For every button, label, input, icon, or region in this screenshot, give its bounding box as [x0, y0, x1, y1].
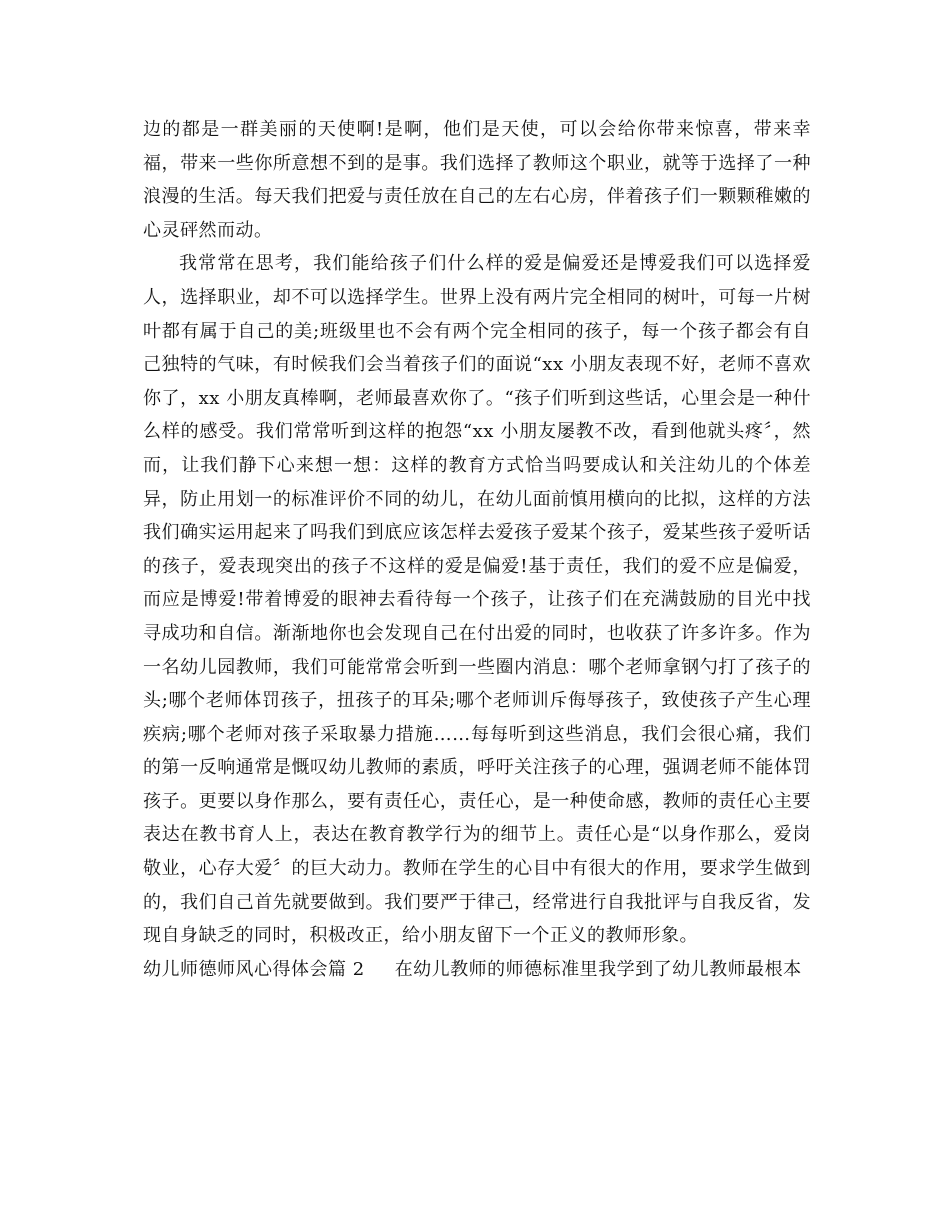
- document-body: [143, 113, 811, 986]
- paragraph-2: 我常常在思考，我们能给孩子们什么样的爱是偏爱还是博爱我们可以选择爱人，选择职业，却不可以选择学生。世界上没有两片完全相同的树叶，可每一片树叶都有属于自己的美;班级里也不会有两个完全相同的孩子，每一个孩子都会有自己独特的气味，有时候我们会当着孩子们的面说“xx 小朋友表现不好，老师不喜欢你了，xx 小朋友真棒啊，老师最喜欢你了。“孩子们听到这些话，心里会是一种什么样的感受。我们常常听到这样的抱怨“xx 小朋友屡教不改，看到他就头疼〞，然而，让我们静下心来想一想：这样的教育方式恰当吗要成认和关注幼儿的个体差异，防止用划一的标准评价不同的幼儿，在幼儿面前慎用横向的比拟，这样的方法我们确实运用起来了吗我们到底应该怎样去爱孩子爱某个孩子，爱某些孩子爱听话的孩子，爱表现突出的孩子不这样的爱是偏爱!基于责任，我们的爱不应是偏爱，而应是博爱!带着博爱的眼神去看待每一个孩子，让孩子们在充满鼓励的目光中找寻成功和自信。渐渐地你也会发现自己在付出爱的同时，也收获了许多许多。作为一名幼儿园教师，我们可能常常会听到一些圈内消息：哪个老师拿钢勺打了孩子的头;哪个老师体罚孩子，扭孩子的耳朵;哪个老师训斥侮辱孩子，致使孩子产生心理疾病;哪个老师对孩子采取暴力措施……每每听到这些消息，我们会很心痛，我们的第一反响通常是慨叹幼儿教师的素质，呼吁关注孩子的心理，强调老师不能体罚孩子。更要以身作那么，要有责任心，责任心，是一种使命感，教师的责任心主要表达在教书育人上，表达在教育教学行为的细节上。责任心是“以身作那么，爱岗敬业，心存大爱〞的巨大动力。教师在学生的心目中有很大的作用，要求学生做到的，我们自己首先就要做到。我们要严于律己，经常进行自我批评与自我反省，发现自身缺乏的同时，积极改正，给小朋友留下一个正义的教师形象。: [143, 253, 811, 947]
- section-heading-line: [143, 953, 811, 987]
- paragraph-1: 边的都是一群美丽的天使啊!是啊，他们是天使，可以会给你带来惊喜，带来幸福，带来一些你所意想不到的是事。我们选择了教师这个职业，就等于选择了一种浪漫的生活。每天我们把爱与责任放在自己的左右心房，伴着孩子们一颗颗稚嫩的心灵砰然而动。: [143, 119, 811, 241]
- section-lead-text: 在幼儿教师的师德标准里我学到了幼儿教师最根本: [394, 958, 802, 980]
- section-title: 幼儿师德师风心得体会篇 2: [143, 958, 365, 980]
